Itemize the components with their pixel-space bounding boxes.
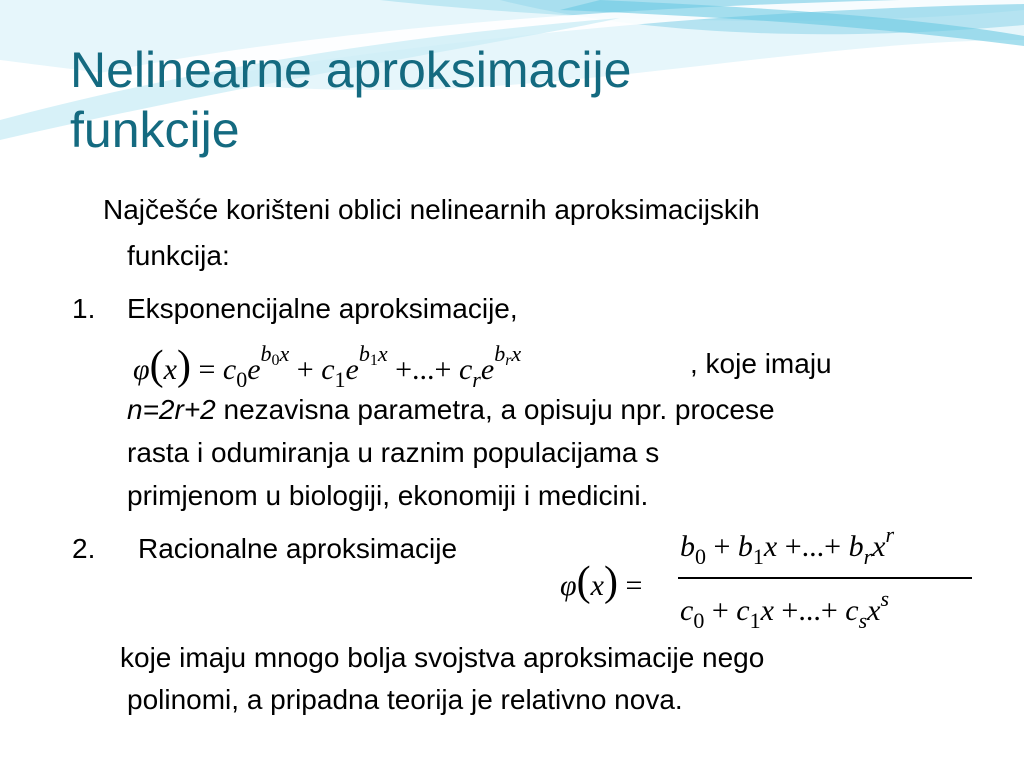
item1-after-formula: , koje imaju	[690, 348, 832, 379]
item2-number: 2.	[72, 533, 96, 564]
slide-title	[70, 40, 631, 160]
exponential-formula: $\varphi(x) = c_0e^{b0x} + c_1e^{b1x}$ +...+ $c_re^{brx}$	[133, 341, 522, 392]
rational-formula-lhs: φ(x) =	[560, 559, 643, 605]
item2-heading: Racionalne aproksimacije	[138, 533, 458, 564]
item1-number: 1.	[72, 293, 96, 324]
title-line-2: funkcije	[70, 102, 240, 158]
param-description: nezavisna parametra, a opisuju npr. procese	[215, 394, 775, 425]
rational-numerator: $b_0 + b_1x$ +...+ $b_rx^r$	[680, 522, 895, 569]
closing-line-2: polinomi, a pripadna teorija je relativno nova.	[127, 684, 683, 715]
item1-line-4: primjenom u biologiji, ekonomiji i medicini.	[127, 480, 649, 511]
closing-line-1: koje imaju mnogo bolja svojstva aproksimacije nego	[120, 642, 765, 673]
item1-line-3: rasta i odumiranja u raznim populacijama s	[127, 437, 660, 468]
item1-param-line	[127, 393, 775, 427]
item1-heading: Eksponencijalne aproksimacije,	[127, 293, 518, 324]
intro-line-2: funkcija:	[127, 240, 230, 271]
title-line-1: Nelinearne aproksimacije	[70, 42, 632, 98]
param-expression: n=2r+2	[127, 394, 216, 425]
fraction-bar	[678, 577, 972, 579]
intro-line-1: Najčešće korišteni oblici nelinearnih aproksimacijskih	[103, 194, 760, 225]
rational-denominator: $c_0 + c_1x$ +...+ $c_sx^s$	[680, 586, 890, 633]
